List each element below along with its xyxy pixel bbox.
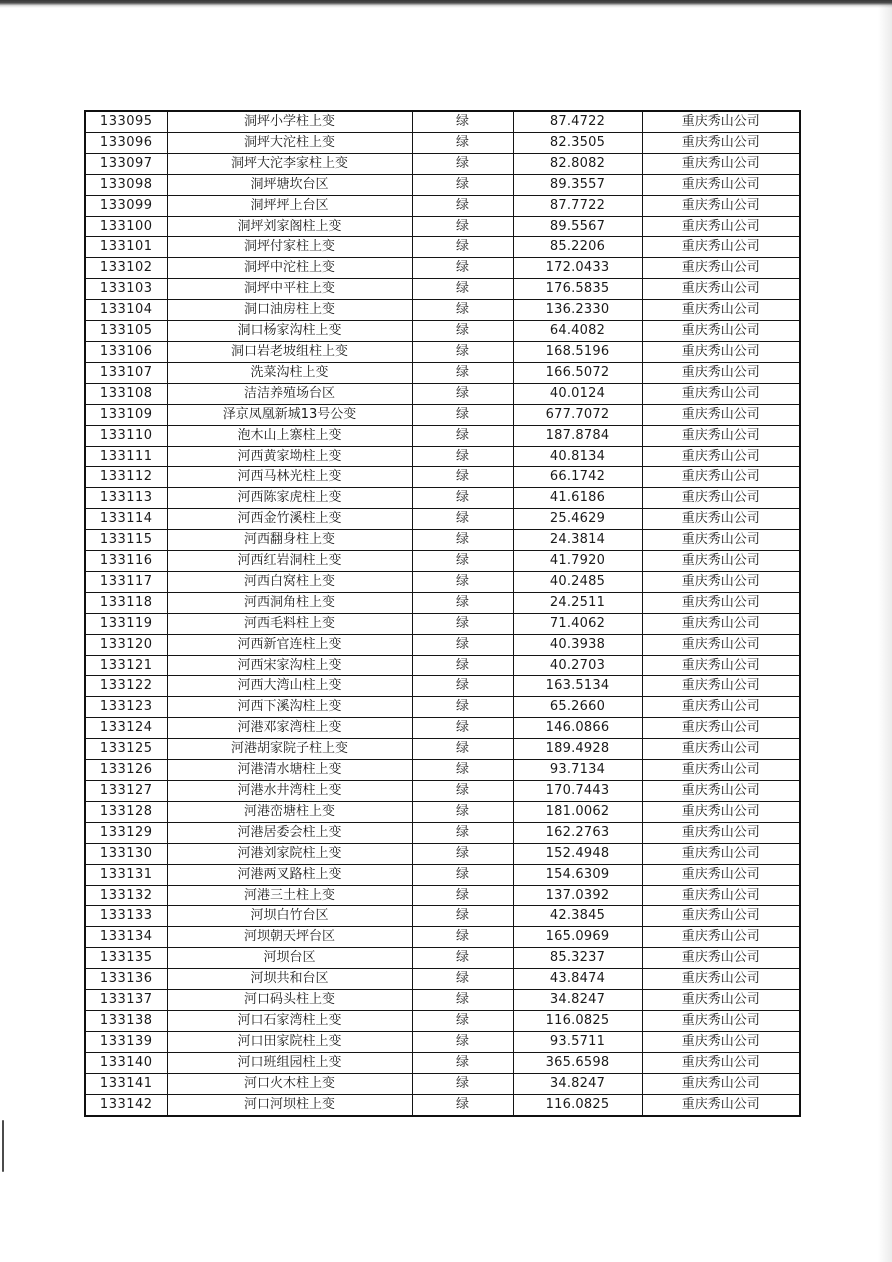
cell-value: 162.2763: [513, 822, 642, 843]
cell-station-name: 河港两叉路柱上变: [167, 864, 412, 885]
cell-status: 绿: [412, 1031, 513, 1052]
scan-edge-right-artifact: [878, 0, 892, 1262]
cell-company: 重庆秀山公司: [642, 1010, 800, 1031]
cell-company: 重庆秀山公司: [642, 258, 800, 279]
table-row: [85, 822, 800, 843]
cell-value: 85.3237: [513, 948, 642, 969]
cell-value: 40.8134: [513, 446, 642, 467]
cell-status: 绿: [412, 132, 513, 153]
cell-value: 41.7920: [513, 551, 642, 572]
cell-value: 40.3938: [513, 634, 642, 655]
cell-company: 重庆秀山公司: [642, 718, 800, 739]
table-row: [85, 258, 800, 279]
table-row: [85, 446, 800, 467]
cell-status: 绿: [412, 906, 513, 927]
cell-company: 重庆秀山公司: [642, 801, 800, 822]
cell-station-id: 133097: [85, 153, 167, 174]
cell-value: 25.4629: [513, 509, 642, 530]
cell-value: 154.6309: [513, 864, 642, 885]
cell-status: 绿: [412, 488, 513, 509]
cell-value: 71.4062: [513, 613, 642, 634]
cell-station-name: 泽京凤凰新城13号公变: [167, 404, 412, 425]
cell-station-id: 133100: [85, 216, 167, 237]
cell-company: 重庆秀山公司: [642, 948, 800, 969]
cell-station-name: 河西马林光柱上变: [167, 467, 412, 488]
table-row: [85, 634, 800, 655]
cell-station-name: 洞坪小学柱上变: [167, 111, 412, 132]
cell-status: 绿: [412, 1010, 513, 1031]
cell-status: 绿: [412, 300, 513, 321]
cell-station-id: 133116: [85, 551, 167, 572]
cell-value: 64.4082: [513, 321, 642, 342]
cell-station-id: 133101: [85, 237, 167, 258]
cell-status: 绿: [412, 153, 513, 174]
scan-edge-top-artifact: [0, 0, 892, 8]
cell-station-id: 133139: [85, 1031, 167, 1052]
table-row: [85, 990, 800, 1011]
cell-company: 重庆秀山公司: [642, 781, 800, 802]
cell-station-id: 133095: [85, 111, 167, 132]
cell-value: 82.8082: [513, 153, 642, 174]
table-row: [85, 1052, 800, 1073]
cell-station-name: 河口石家湾柱上变: [167, 1010, 412, 1031]
table-row: [85, 948, 800, 969]
station-data-table: [84, 110, 801, 1117]
cell-station-name: 河港居委会柱上变: [167, 822, 412, 843]
table-row: [85, 551, 800, 572]
cell-value: 24.2511: [513, 592, 642, 613]
cell-value: 93.7134: [513, 760, 642, 781]
cell-station-name: 河港峦塘柱上变: [167, 801, 412, 822]
cell-company: 重庆秀山公司: [642, 111, 800, 132]
cell-status: 绿: [412, 111, 513, 132]
cell-station-id: 133131: [85, 864, 167, 885]
cell-value: 163.5134: [513, 676, 642, 697]
cell-company: 重庆秀山公司: [642, 530, 800, 551]
cell-value: 66.1742: [513, 467, 642, 488]
table-row: [85, 864, 800, 885]
cell-status: 绿: [412, 864, 513, 885]
cell-status: 绿: [412, 237, 513, 258]
cell-station-id: 133127: [85, 781, 167, 802]
cell-status: 绿: [412, 885, 513, 906]
table-row: [85, 216, 800, 237]
cell-value: 89.3557: [513, 174, 642, 195]
cell-station-name: 河口河坝柱上变: [167, 1094, 412, 1115]
cell-station-name: 河西金竹溪柱上变: [167, 509, 412, 530]
cell-value: 181.0062: [513, 801, 642, 822]
cell-station-id: 133098: [85, 174, 167, 195]
cell-status: 绿: [412, 592, 513, 613]
cell-value: 40.2703: [513, 655, 642, 676]
table-row: [85, 927, 800, 948]
cell-station-name: 洞口油房柱上变: [167, 300, 412, 321]
cell-station-id: 133135: [85, 948, 167, 969]
cell-status: 绿: [412, 258, 513, 279]
cell-value: 82.3505: [513, 132, 642, 153]
cell-station-name: 河西红岩洞柱上变: [167, 551, 412, 572]
cell-station-id: 133109: [85, 404, 167, 425]
cell-station-name: 河西白窝柱上变: [167, 571, 412, 592]
cell-station-name: 河坝白竹台区: [167, 906, 412, 927]
cell-status: 绿: [412, 697, 513, 718]
cell-station-name: 河坝共和台区: [167, 969, 412, 990]
cell-value: 137.0392: [513, 885, 642, 906]
cell-station-name: 河西洞角柱上变: [167, 592, 412, 613]
cell-company: 重庆秀山公司: [642, 132, 800, 153]
cell-status: 绿: [412, 843, 513, 864]
cell-value: 43.8474: [513, 969, 642, 990]
cell-value: 116.0825: [513, 1010, 642, 1031]
cell-station-id: 133133: [85, 906, 167, 927]
cell-status: 绿: [412, 739, 513, 760]
table-row: [85, 885, 800, 906]
scan-mark-left-artifact: [2, 1120, 4, 1172]
cell-company: 重庆秀山公司: [642, 362, 800, 383]
table-row: [85, 1010, 800, 1031]
cell-station-id: 133122: [85, 676, 167, 697]
cell-value: 87.7722: [513, 195, 642, 216]
cell-station-name: 河坝朝天坪台区: [167, 927, 412, 948]
cell-station-name: 洞坪大沱李家柱上变: [167, 153, 412, 174]
cell-status: 绿: [412, 990, 513, 1011]
cell-value: 85.2206: [513, 237, 642, 258]
table-row: [85, 195, 800, 216]
cell-station-id: 133129: [85, 822, 167, 843]
cell-status: 绿: [412, 174, 513, 195]
cell-station-id: 133120: [85, 634, 167, 655]
table-body: [85, 111, 800, 1116]
cell-value: 166.5072: [513, 362, 642, 383]
cell-value: 189.4928: [513, 739, 642, 760]
cell-status: 绿: [412, 781, 513, 802]
cell-company: 重庆秀山公司: [642, 404, 800, 425]
table-row: [85, 760, 800, 781]
cell-company: 重庆秀山公司: [642, 551, 800, 572]
cell-station-name: 洞坪中沱柱上变: [167, 258, 412, 279]
cell-value: 24.3814: [513, 530, 642, 551]
cell-station-name: 河西毛料柱上变: [167, 613, 412, 634]
cell-company: 重庆秀山公司: [642, 383, 800, 404]
cell-value: 34.8247: [513, 990, 642, 1011]
cell-status: 绿: [412, 404, 513, 425]
cell-company: 重庆秀山公司: [642, 864, 800, 885]
cell-company: 重庆秀山公司: [642, 1094, 800, 1115]
cell-value: 187.8784: [513, 425, 642, 446]
cell-company: 重庆秀山公司: [642, 1052, 800, 1073]
cell-value: 87.4722: [513, 111, 642, 132]
cell-station-id: 133119: [85, 613, 167, 634]
cell-value: 41.6186: [513, 488, 642, 509]
cell-station-id: 133142: [85, 1094, 167, 1115]
cell-company: 重庆秀山公司: [642, 467, 800, 488]
table-row: [85, 300, 800, 321]
cell-company: 重庆秀山公司: [642, 760, 800, 781]
cell-station-id: 133102: [85, 258, 167, 279]
cell-station-id: 133140: [85, 1052, 167, 1073]
cell-station-name: 洗菜沟柱上变: [167, 362, 412, 383]
cell-company: 重庆秀山公司: [642, 634, 800, 655]
table-row: [85, 174, 800, 195]
cell-value: 152.4948: [513, 843, 642, 864]
cell-station-id: 133113: [85, 488, 167, 509]
table-row: [85, 488, 800, 509]
cell-station-name: 河西翻身柱上变: [167, 530, 412, 551]
cell-station-name: 河西陈家虎柱上变: [167, 488, 412, 509]
cell-station-name: 河港邓家湾柱上变: [167, 718, 412, 739]
cell-value: 34.8247: [513, 1073, 642, 1094]
table-row: [85, 111, 800, 132]
table-row: [85, 571, 800, 592]
cell-station-id: 133118: [85, 592, 167, 613]
cell-station-name: 河口田家院柱上变: [167, 1031, 412, 1052]
table-row: [85, 592, 800, 613]
cell-status: 绿: [412, 446, 513, 467]
cell-status: 绿: [412, 425, 513, 446]
cell-station-id: 133105: [85, 321, 167, 342]
cell-company: 重庆秀山公司: [642, 321, 800, 342]
table-row: [85, 697, 800, 718]
cell-status: 绿: [412, 467, 513, 488]
cell-value: 365.6598: [513, 1052, 642, 1073]
cell-company: 重庆秀山公司: [642, 488, 800, 509]
cell-status: 绿: [412, 362, 513, 383]
cell-company: 重庆秀山公司: [642, 739, 800, 760]
cell-station-id: 133114: [85, 509, 167, 530]
cell-company: 重庆秀山公司: [642, 1073, 800, 1094]
cell-station-id: 133136: [85, 969, 167, 990]
cell-company: 重庆秀山公司: [642, 927, 800, 948]
cell-station-id: 133121: [85, 655, 167, 676]
cell-value: 170.7443: [513, 781, 642, 802]
cell-value: 176.5835: [513, 279, 642, 300]
table-row: [85, 1073, 800, 1094]
cell-company: 重庆秀山公司: [642, 843, 800, 864]
cell-station-id: 133132: [85, 885, 167, 906]
table-row: [85, 781, 800, 802]
cell-value: 172.0433: [513, 258, 642, 279]
cell-station-name: 洞坪刘家阁柱上变: [167, 216, 412, 237]
cell-station-id: 133115: [85, 530, 167, 551]
cell-station-name: 洞坪中平柱上变: [167, 279, 412, 300]
cell-status: 绿: [412, 927, 513, 948]
cell-station-name: 洞坪坪上台区: [167, 195, 412, 216]
cell-company: 重庆秀山公司: [642, 195, 800, 216]
table-row: [85, 718, 800, 739]
cell-station-id: 133106: [85, 341, 167, 362]
cell-status: 绿: [412, 1073, 513, 1094]
cell-value: 89.5567: [513, 216, 642, 237]
cell-status: 绿: [412, 279, 513, 300]
cell-status: 绿: [412, 321, 513, 342]
cell-company: 重庆秀山公司: [642, 425, 800, 446]
cell-status: 绿: [412, 676, 513, 697]
table-row: [85, 843, 800, 864]
cell-station-name: 河港胡家院子柱上变: [167, 739, 412, 760]
cell-company: 重庆秀山公司: [642, 446, 800, 467]
cell-value: 65.2660: [513, 697, 642, 718]
cell-station-id: 133125: [85, 739, 167, 760]
cell-station-id: 133138: [85, 1010, 167, 1031]
cell-status: 绿: [412, 948, 513, 969]
cell-status: 绿: [412, 571, 513, 592]
cell-status: 绿: [412, 760, 513, 781]
table-row: [85, 383, 800, 404]
cell-company: 重庆秀山公司: [642, 174, 800, 195]
cell-status: 绿: [412, 1052, 513, 1073]
cell-value: 677.7072: [513, 404, 642, 425]
table-row: [85, 530, 800, 551]
cell-company: 重庆秀山公司: [642, 300, 800, 321]
cell-status: 绿: [412, 509, 513, 530]
table-row: [85, 153, 800, 174]
cell-station-id: 133134: [85, 927, 167, 948]
table-row: [85, 906, 800, 927]
cell-station-id: 133112: [85, 467, 167, 488]
cell-station-id: 133124: [85, 718, 167, 739]
table-row: [85, 362, 800, 383]
cell-value: 136.2330: [513, 300, 642, 321]
cell-station-name: 河西下溪沟柱上变: [167, 697, 412, 718]
cell-station-name: 河港水井湾柱上变: [167, 781, 412, 802]
cell-station-name: 河港刘家院柱上变: [167, 843, 412, 864]
cell-station-id: 133103: [85, 279, 167, 300]
cell-station-id: 133099: [85, 195, 167, 216]
cell-value: 40.2485: [513, 571, 642, 592]
cell-station-name: 洞口岩老坡组柱上变: [167, 341, 412, 362]
cell-value: 168.5196: [513, 341, 642, 362]
cell-station-name: 河西黄家坳柱上变: [167, 446, 412, 467]
cell-status: 绿: [412, 718, 513, 739]
table-row: [85, 801, 800, 822]
cell-station-name: 洁洁养殖场台区: [167, 383, 412, 404]
cell-status: 绿: [412, 822, 513, 843]
cell-station-id: 133137: [85, 990, 167, 1011]
table-row: [85, 1031, 800, 1052]
cell-status: 绿: [412, 655, 513, 676]
table-row: [85, 467, 800, 488]
cell-station-id: 133123: [85, 697, 167, 718]
cell-station-name: 河口火木柱上变: [167, 1073, 412, 1094]
cell-station-name: 洞口杨家沟柱上变: [167, 321, 412, 342]
cell-value: 116.0825: [513, 1094, 642, 1115]
cell-station-name: 河西大湾山柱上变: [167, 676, 412, 697]
cell-status: 绿: [412, 341, 513, 362]
cell-company: 重庆秀山公司: [642, 237, 800, 258]
cell-company: 重庆秀山公司: [642, 906, 800, 927]
cell-station-name: 河西宋家沟柱上变: [167, 655, 412, 676]
cell-company: 重庆秀山公司: [642, 969, 800, 990]
cell-station-id: 133130: [85, 843, 167, 864]
table-row: [85, 237, 800, 258]
cell-station-name: 河口班组园柱上变: [167, 1052, 412, 1073]
cell-company: 重庆秀山公司: [642, 153, 800, 174]
table-row: [85, 321, 800, 342]
table-row: [85, 279, 800, 300]
cell-station-name: 洞坪大沱柱上变: [167, 132, 412, 153]
cell-station-name: 河坝台区: [167, 948, 412, 969]
cell-station-name: 洞坪付家柱上变: [167, 237, 412, 258]
cell-company: 重庆秀山公司: [642, 885, 800, 906]
cell-status: 绿: [412, 551, 513, 572]
cell-company: 重庆秀山公司: [642, 676, 800, 697]
cell-status: 绿: [412, 634, 513, 655]
cell-station-name: 洞坪塘坎台区: [167, 174, 412, 195]
cell-station-name: 河港三土柱上变: [167, 885, 412, 906]
table-row: [85, 676, 800, 697]
table-row: [85, 969, 800, 990]
cell-company: 重庆秀山公司: [642, 822, 800, 843]
cell-station-id: 133111: [85, 446, 167, 467]
cell-station-id: 133141: [85, 1073, 167, 1094]
cell-status: 绿: [412, 1094, 513, 1115]
cell-station-id: 133128: [85, 801, 167, 822]
table-row: [85, 655, 800, 676]
cell-status: 绿: [412, 801, 513, 822]
cell-company: 重庆秀山公司: [642, 592, 800, 613]
cell-value: 146.0866: [513, 718, 642, 739]
cell-status: 绿: [412, 530, 513, 551]
cell-company: 重庆秀山公司: [642, 655, 800, 676]
table-row: [85, 1094, 800, 1115]
table-row: [85, 132, 800, 153]
table-row: [85, 404, 800, 425]
cell-station-id: 133110: [85, 425, 167, 446]
cell-station-name: 河西新官连柱上变: [167, 634, 412, 655]
cell-station-name: 河口码头柱上变: [167, 990, 412, 1011]
cell-value: 40.0124: [513, 383, 642, 404]
table-row: [85, 341, 800, 362]
cell-station-name: 河港清水塘柱上变: [167, 760, 412, 781]
cell-company: 重庆秀山公司: [642, 613, 800, 634]
cell-station-id: 133104: [85, 300, 167, 321]
cell-station-id: 133117: [85, 571, 167, 592]
cell-station-id: 133126: [85, 760, 167, 781]
cell-company: 重庆秀山公司: [642, 216, 800, 237]
cell-station-id: 133107: [85, 362, 167, 383]
cell-value: 93.5711: [513, 1031, 642, 1052]
cell-company: 重庆秀山公司: [642, 279, 800, 300]
cell-company: 重庆秀山公司: [642, 697, 800, 718]
cell-status: 绿: [412, 216, 513, 237]
cell-status: 绿: [412, 613, 513, 634]
table-row: [85, 739, 800, 760]
cell-status: 绿: [412, 195, 513, 216]
cell-status: 绿: [412, 383, 513, 404]
cell-status: 绿: [412, 969, 513, 990]
table-row: [85, 613, 800, 634]
cell-value: 42.3845: [513, 906, 642, 927]
cell-station-name: 泡木山上寨柱上变: [167, 425, 412, 446]
cell-station-id: 133096: [85, 132, 167, 153]
cell-company: 重庆秀山公司: [642, 990, 800, 1011]
cell-company: 重庆秀山公司: [642, 341, 800, 362]
cell-company: 重庆秀山公司: [642, 509, 800, 530]
cell-company: 重庆秀山公司: [642, 1031, 800, 1052]
cell-value: 165.0969: [513, 927, 642, 948]
table-row: [85, 425, 800, 446]
table-row: [85, 509, 800, 530]
cell-company: 重庆秀山公司: [642, 571, 800, 592]
cell-station-id: 133108: [85, 383, 167, 404]
